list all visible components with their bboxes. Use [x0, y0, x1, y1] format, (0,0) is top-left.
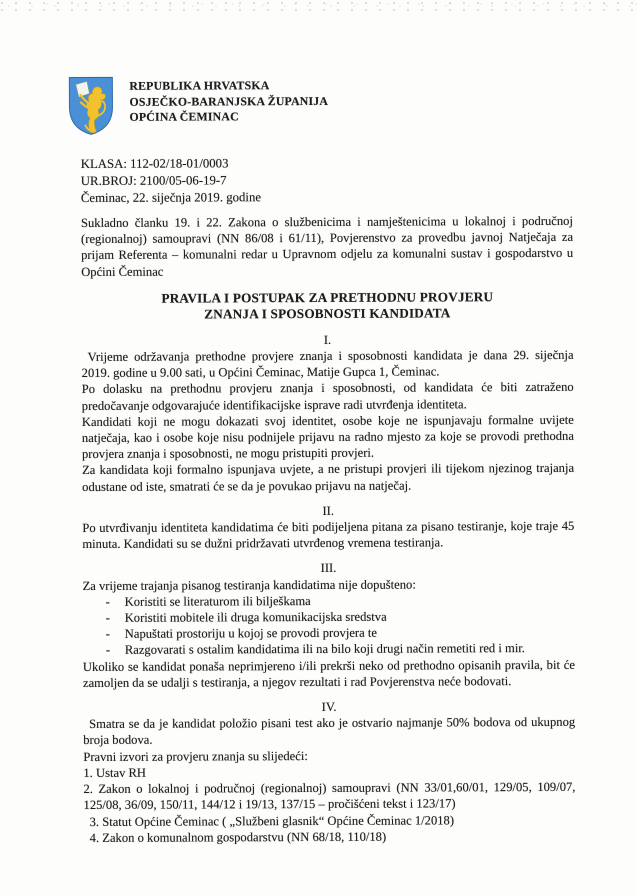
section-iii-closing: Ukoliko se kandidat ponaša neprimjereno i/ili prekrši neko od prethodno opisanih pravila, bit će zamoljen da se udalji s testiranja, a njegov rezultati i rad Povjerenstva neće bodovati. — [82, 657, 575, 690]
place-date-line: Čeminac, 22. siječnja 2019. godine — [80, 190, 262, 205]
org-line-municipality: OPĆINA ČEMINAC — [129, 109, 239, 124]
rule-text: Koristiti mobitele ili druga komunikacijska sredstva — [124, 609, 387, 625]
legal-source-item: 1. Ustav RH — [83, 765, 147, 780]
coat-of-arms-icon — [67, 76, 114, 136]
org-line-county: OSJEČKO-BARANJSKA ŽUPANIJA — [129, 93, 329, 109]
org-line-country: REPUBLIKA HRVATSKA — [129, 78, 270, 93]
urbroj-line: UR.BROJ: 2100/05-06-19-7 — [80, 173, 227, 188]
letterhead — [80, 74, 572, 136]
dash-marker: - — [105, 627, 111, 642]
section-iv-heading: IV. — [321, 699, 337, 715]
rules-list-item — [83, 640, 575, 658]
title-line-2: ZNANJA I SPOSOBNOSTI KANDIDATA — [204, 305, 451, 322]
section-ii-paragraph: Po utvrđivanju identiteta kandidatima će biti podijeljena pitana za pisano testiranje, koje traje 45 minuta. Kandidati su se dužni pridržavati utvrđenog vremena testiranja. — [82, 518, 575, 552]
dash-marker: - — [105, 594, 110, 609]
section-i-paragraph-1: Vrijeme održavanja prethodne provjere znanja i sposobnosti kandidata je dana 29. siječnja 2019. godine u 9.00 sati, u Općini Čeminac, Matije Gupca 1, Čeminac. — [81, 347, 574, 381]
section-iv-paragraph-2: Pravni izvori za provjeru znanja su slijedeći: — [83, 748, 308, 764]
section-iv-paragraph-1: Smatra se da je kandidat položio pisani test ako je ostvario najmanje 50% bodova od ukupnog broja bodova. — [83, 715, 576, 748]
document-title — [81, 289, 573, 324]
legal-source-item: 3. Statut Općine Čeminac ( „Službeni glasnik“ Općine Čeminac 1/2018) — [89, 812, 455, 829]
dash-marker: - — [105, 643, 111, 658]
dash-marker: - — [105, 610, 110, 625]
section-iii-intro: Za vrijeme trajanja pisanog testiranja kandidatima nije dopušteno: — [82, 577, 416, 593]
rule-text: Koristiti se literaturom ili bilješkama — [124, 593, 311, 609]
section-i-paragraph-3: Kandidati koji ne mogu dokazati svoj identitet, osobe koje ne ispunjavaju formalne uvijete natječaja, kao i osobe koje nisu podnijele prijavu na radno mjesto za koje se provodi prethodna provjera znanja i sposobnosti, ne mogu pristupiti provjeri. — [81, 412, 574, 462]
legal-source-item: 2. Zakon o lokalnoj i područnoj (regionalnoj) samoupravi (NN 33/01,60/01, 129/05, 109/07, 125/08, 36/09, 150/11, 144/12 i 19/13, 137/15 – pročišćeni tekst i 123/17) — [83, 779, 576, 813]
document-content — [80, 0, 576, 846]
section-i-paragraph-4: Za kandidata koji formalno ispunjava uvjete, a ne pristupi provjeri ili tijekom njezinog trajanja odustane od iste, smatrati će se da je povukao prijavu na natječaj. — [82, 461, 575, 494]
document-body — [81, 213, 576, 846]
rules-list — [83, 592, 575, 659]
rule-text: Razgovarati s ostalim kandidatima ili na bilo koji drugi način remetiti red i mir. — [124, 641, 525, 658]
rule-text: Napuštati prostoriju u kojoj se provodi provjera te — [124, 625, 377, 642]
intro-paragraph: Sukladno članku 19. i 22. Zakona o službenicima i namještenicima u lokalnoj i područnoj (regionalnoj) samoupravi (NN 86/08 i 61/11), Povjerenstvo za provedbu javnoj Natječaja za prijam Referenta – komunalni redar u Upravnom odjelu za komunalni sustav i gospodarstvo u Općini Čeminac — [80, 213, 574, 279]
legal-sources-list — [83, 763, 575, 846]
org-name-block — [129, 75, 328, 126]
klasa-line: KLASA: 112-02/18-01/0003 — [80, 156, 229, 171]
section-ii-heading: II. — [322, 503, 335, 518]
document-meta — [81, 154, 573, 207]
section-i-paragraph-2: Po dolasku na prethodnu provjeru znanja i sposobnosti, od kandidata će biti zatraženo predočavanje odgovarajuće identifikacijske isprave radi utvrđenja identiteta. — [81, 380, 574, 413]
section-i-heading: I. — [323, 332, 332, 347]
legal-source-item: 4. Zakon o komunalnom gospodarstvu (NN 68/18, 110/18) — [89, 829, 387, 845]
section-iii-heading: III. — [320, 561, 337, 576]
title-line-1: PRAVILA I POSTUPAK ZA PRETHODNU PROVJERU — [161, 289, 494, 306]
